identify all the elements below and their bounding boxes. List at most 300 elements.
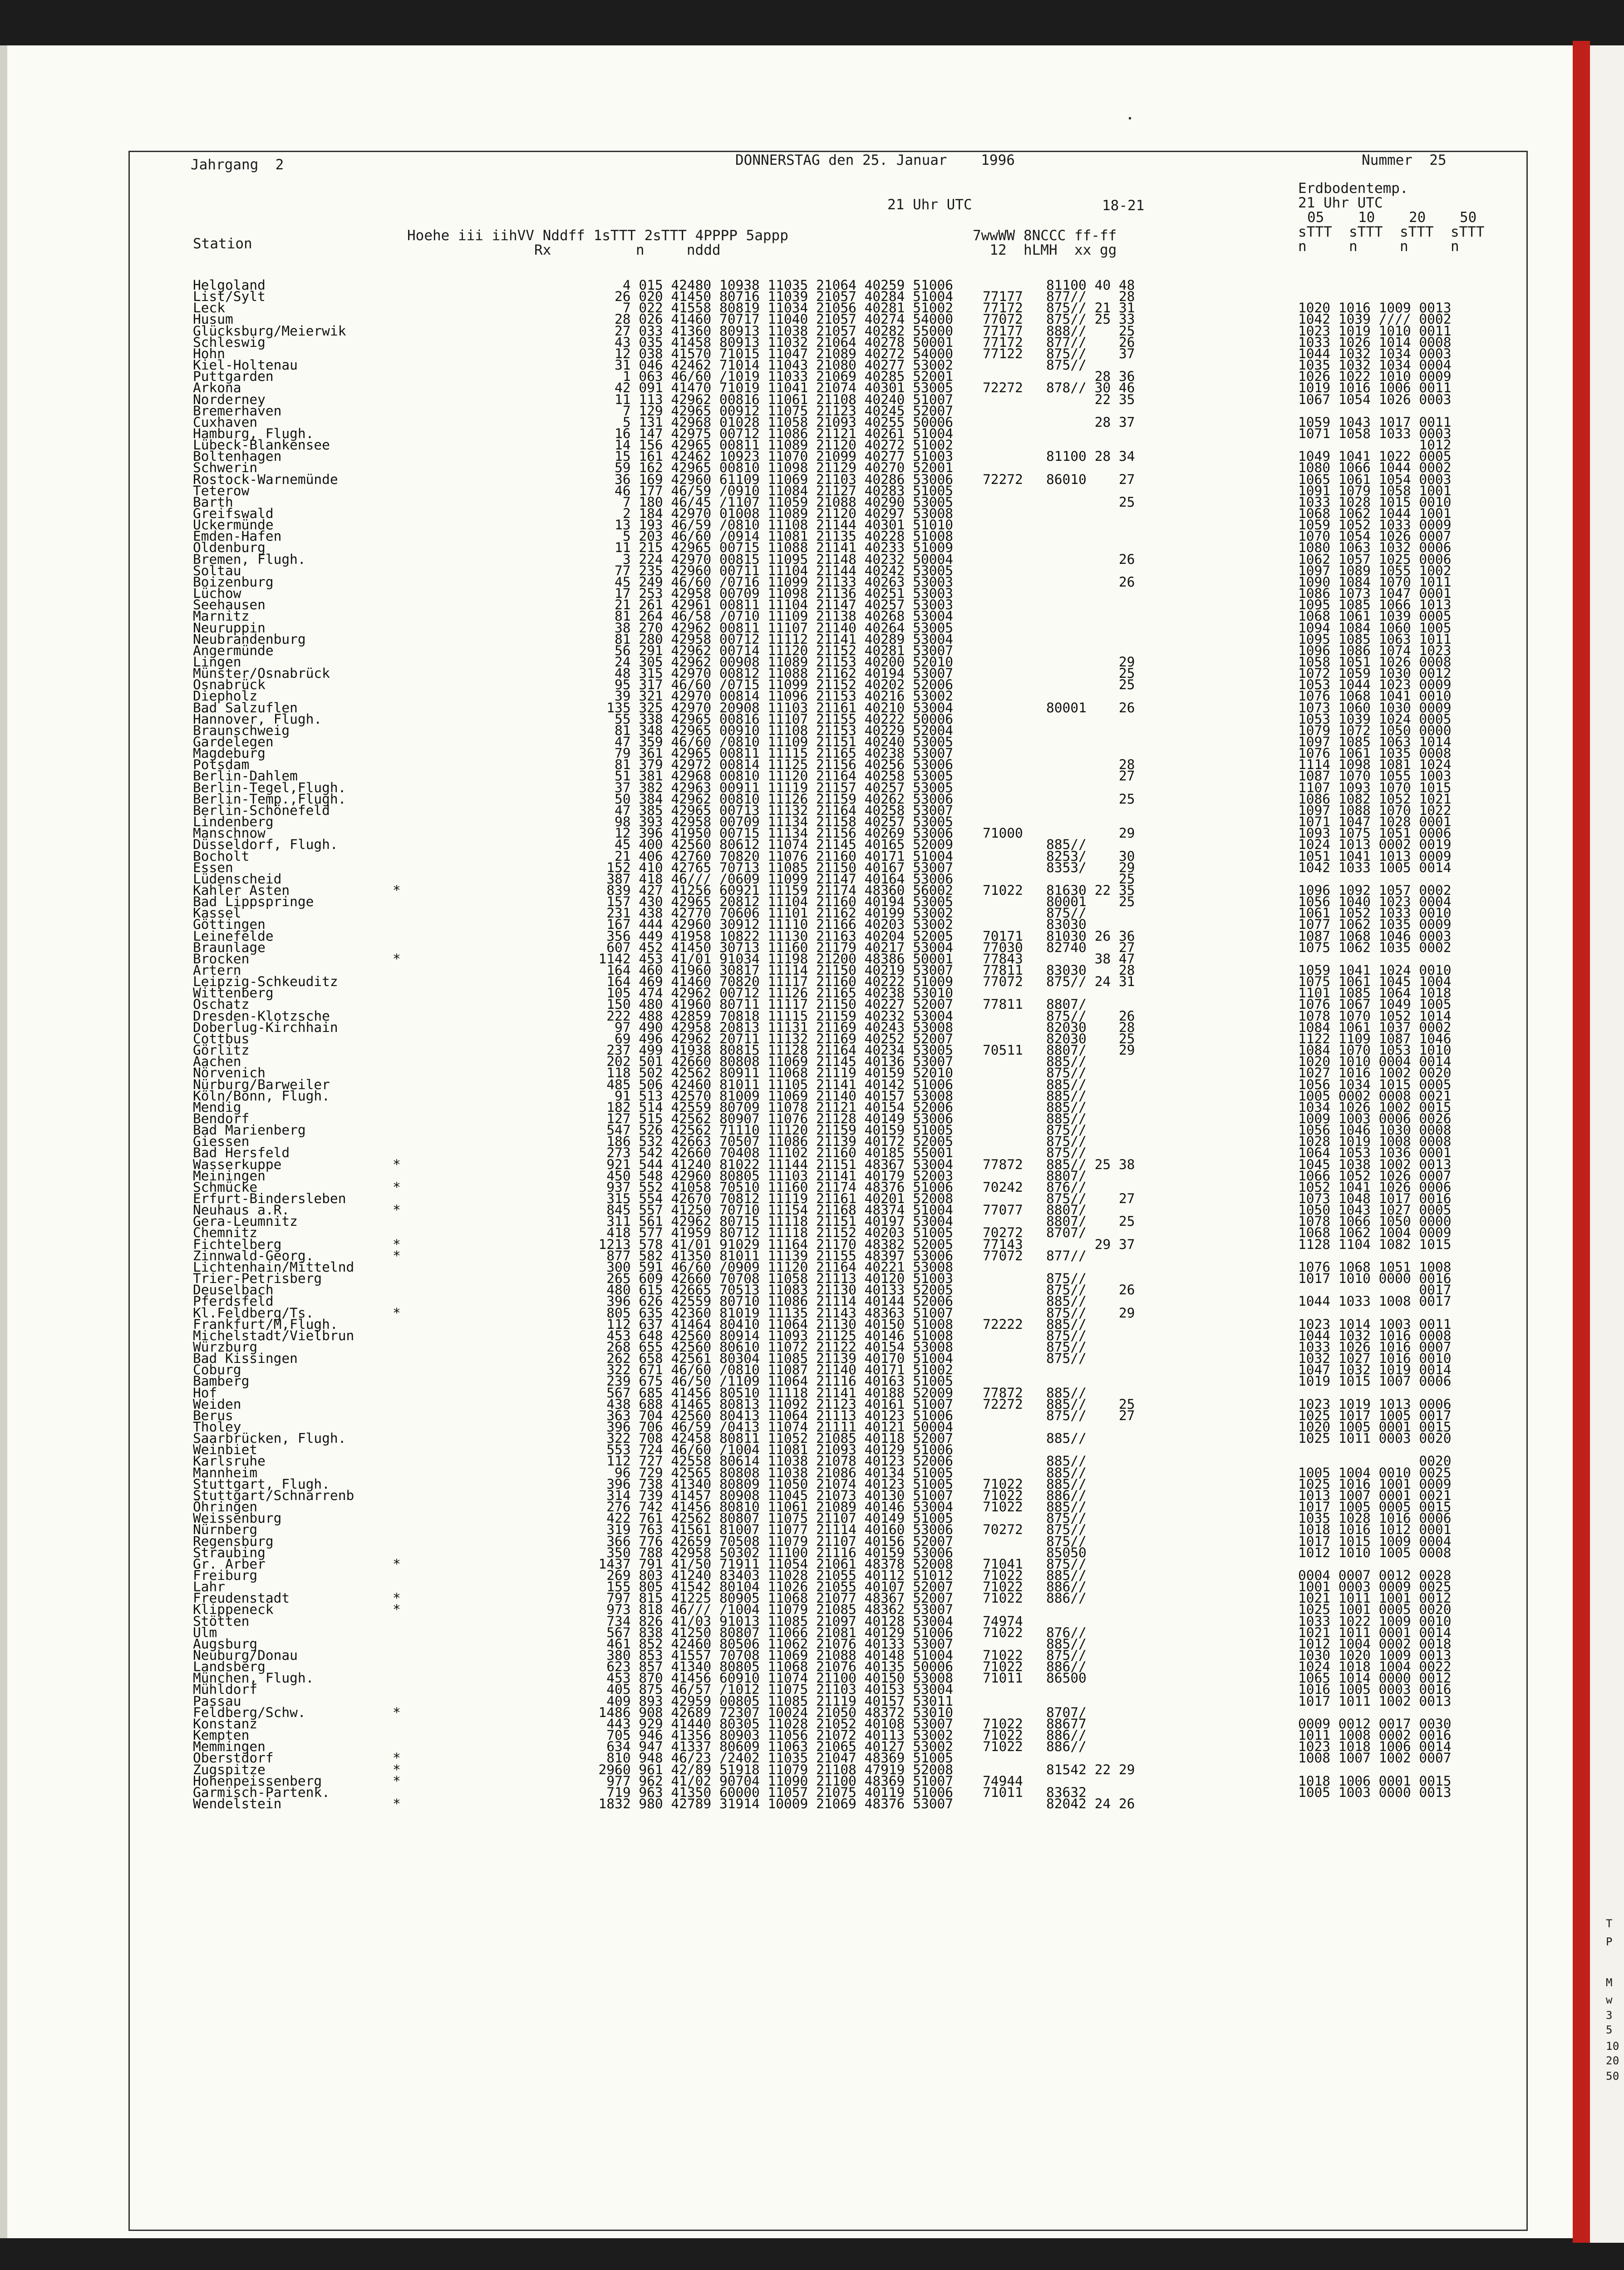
station-name: München, Flugh. <box>193 1670 314 1686</box>
main-values: 1142 453 41/01 91034 11198 21200 48386 50001 <box>598 951 953 967</box>
soil-temps: 1051 1041 1013 0009 <box>1298 848 1452 864</box>
mountain-marker: * <box>393 1236 401 1252</box>
station-name: Gera-Leumnitz <box>193 1214 298 1229</box>
synop-values: 885// <box>1046 1076 1087 1092</box>
synop-values: 86010 27 <box>1046 471 1135 487</box>
station-name: Teterow <box>193 483 250 498</box>
soil-temps: 1061 1052 1033 0010 <box>1298 905 1452 921</box>
synop-values: 885// <box>1046 1453 1087 1469</box>
station-name: Hof <box>193 1385 217 1401</box>
station-name: Lübeck-Blankensee <box>193 437 330 453</box>
main-values: 1486 908 42689 72307 10024 21050 48372 53010 <box>598 1704 953 1720</box>
main-values: 13 193 46/59 /0810 11108 21144 40301 51010 <box>615 517 953 533</box>
station-name: Saarbrücken, Flugh. <box>193 1431 346 1446</box>
station-name: Kiel-Holtenau <box>193 357 298 373</box>
main-values: 311 561 42962 80715 11118 21151 40197 53004 <box>606 1214 953 1229</box>
station-name: Garmisch-Partenk. <box>193 1784 330 1800</box>
side-fragment: 5 <box>1606 2023 1613 2036</box>
soil-temps: 1020 1010 0004 0014 <box>1298 1054 1452 1070</box>
station-name: Leck <box>193 300 226 316</box>
soil-temps: 1066 1052 1026 0007 <box>1298 1168 1452 1184</box>
group-7: 71022 <box>983 1659 1023 1675</box>
station-name: List/Sylt <box>193 289 266 305</box>
soil-temps: 1030 1020 1009 0013 <box>1298 1648 1452 1663</box>
soil-temps: 1012 <box>1298 437 1452 453</box>
soil-temps: 1020 1005 0001 0015 <box>1298 1419 1452 1435</box>
main-values: 186 532 42663 70507 11086 21139 40172 52005 <box>606 1134 953 1150</box>
soil-temps: 1033 1026 1016 0007 <box>1298 1339 1452 1355</box>
synop-values: 8353/ 29 <box>1046 859 1135 875</box>
soil-temps: 1079 1072 1050 0000 <box>1298 722 1452 738</box>
station-name: Bremen, Flugh. <box>193 551 306 567</box>
station-name: Berus <box>193 1407 233 1423</box>
main-values: 11 215 42965 00715 11088 21141 40233 51009 <box>615 540 953 556</box>
main-values: 45 400 42560 80612 11074 21145 40165 52009 <box>615 837 953 853</box>
main-values: 7 180 46/45 /1107 11059 21088 40290 53005 <box>622 494 953 510</box>
synop-values: 82740 27 <box>1046 939 1135 955</box>
main-values: 805 635 42360 81019 11135 21143 48363 51007 <box>606 1305 953 1321</box>
soil-temps: 1093 1075 1051 0006 <box>1298 825 1452 841</box>
soil-temps: 1090 1084 1070 1011 <box>1298 574 1452 590</box>
synop-values: 8807/ <box>1046 1202 1087 1218</box>
erdboden-depths: 05 10 20 50 <box>1307 209 1477 226</box>
soil-temps: 1008 1007 1002 0007 <box>1298 1750 1452 1766</box>
main-values: 623 857 41340 80805 11068 21076 40135 50006 <box>606 1659 953 1675</box>
main-columns-subheader: Rx n nddd <box>407 242 721 258</box>
main-values: 118 502 42562 80911 11068 21119 40159 52010 <box>606 1065 953 1081</box>
soil-temps: 1042 1033 1005 0014 <box>1298 859 1452 875</box>
station-name: Gardelegen <box>193 734 274 750</box>
mountain-marker: * <box>393 1156 401 1172</box>
mountain-marker: * <box>393 1750 401 1766</box>
soil-temps: 1012 1010 1005 0008 <box>1298 1545 1452 1560</box>
soil-temps: 1086 1073 1047 0001 <box>1298 586 1452 602</box>
synop-values: 878// 30 46 <box>1046 380 1135 396</box>
soil-temps: 1084 1061 1037 0002 <box>1298 1019 1452 1035</box>
synop-values: 29 37 <box>1046 1236 1135 1252</box>
soil-temps: 1023 1019 1010 0011 <box>1298 323 1452 339</box>
group-7: 71022 <box>983 1624 1023 1640</box>
synop-values: 885// 25 <box>1046 1396 1135 1412</box>
soil-temps: 1059 1043 1017 0011 <box>1298 414 1452 430</box>
synop-values: 888// 25 <box>1046 323 1135 339</box>
ff-time: 18-21 <box>1102 197 1145 214</box>
synop-values: 885// <box>1046 1110 1087 1126</box>
station-name: Hamburg, Flugh. <box>193 425 314 441</box>
group-7: 74944 <box>983 1773 1023 1789</box>
synop-values: 885// <box>1046 1293 1087 1309</box>
main-values: 164 469 41460 70820 11117 21160 40222 51009 <box>606 974 953 990</box>
main-values: 366 776 42659 70508 11079 21107 40156 52007 <box>606 1533 953 1549</box>
station-name: Memmingen <box>193 1739 266 1755</box>
main-values: 127 515 42562 80907 11076 21128 40149 53006 <box>606 1110 953 1126</box>
soil-temps: 0009 0012 0017 0030 <box>1298 1716 1452 1732</box>
soil-temps: 1067 1054 1026 0003 <box>1298 391 1452 407</box>
synop-values: 875// 26 <box>1046 1008 1135 1024</box>
synop-values: 875// <box>1046 1065 1087 1081</box>
station-name: Neuburg/Donau <box>193 1648 298 1663</box>
soil-temps: 1017 1015 1009 0004 <box>1298 1533 1452 1549</box>
station-name: Kempten <box>193 1727 250 1743</box>
station-name: Bad Kissingen <box>193 1351 298 1367</box>
station-name: Stötten <box>193 1613 250 1629</box>
station-name: Schmücke <box>193 1179 258 1195</box>
main-values: 262 658 42561 80304 11085 21139 40170 51004 <box>606 1351 953 1367</box>
group-7: 71022 <box>983 1716 1023 1732</box>
synop-values: 8253/ 30 <box>1046 848 1135 864</box>
main-values: 453 648 42560 80914 11093 21125 40146 51008 <box>606 1327 953 1343</box>
group-7: 71022 <box>983 1648 1023 1663</box>
soil-temps: 1073 1060 1030 0009 <box>1298 700 1452 716</box>
synop-values: 29 <box>1046 654 1135 670</box>
soil-temps: 1042 1039 //// 0002 <box>1298 311 1452 327</box>
soil-temps: 1075 1061 1045 1004 <box>1298 974 1452 990</box>
station-name: Weiden <box>193 1396 241 1412</box>
station-name: Frankfurt/M,Flugh. <box>193 1316 338 1332</box>
synop-values: 875// <box>1046 1122 1087 1138</box>
main-values: 461 852 42460 80506 11062 21076 40133 53007 <box>606 1636 953 1652</box>
main-values: 363 704 42560 80413 11064 21113 40123 51006 <box>606 1407 953 1423</box>
station-name: Pferdsfeld <box>193 1293 274 1309</box>
main-values: 105 474 42962 00712 11126 21165 40238 53010 <box>606 985 953 1001</box>
main-values: 7 129 42965 00912 11075 21123 40245 52007 <box>622 403 953 419</box>
group-7: 71022 <box>983 1579 1023 1595</box>
main-values: 112 637 41464 80410 11064 21130 40150 51008 <box>606 1316 953 1332</box>
main-values: 567 685 41456 80510 11118 21141 40188 52009 <box>606 1385 953 1401</box>
station-name: Soltau <box>193 563 241 578</box>
station-name: Ulm <box>193 1624 217 1640</box>
station-name: Neuhaus a.R. <box>193 1202 290 1218</box>
main-values: 14 156 42965 00811 11089 21120 40272 51002 <box>615 437 953 453</box>
station-name: Lahr <box>193 1579 226 1595</box>
main-values: 27 033 41360 80913 11038 21057 40282 55000 <box>615 323 953 339</box>
station-name: Oldenburg <box>193 540 266 556</box>
date-title: DONNERSTAG den 25. Januar 1996 <box>735 152 1015 168</box>
main-values: 37 382 42963 00911 11119 21157 40257 53005 <box>615 780 953 795</box>
synop-values: 875// 21 31 <box>1046 300 1135 316</box>
station-name: Husum <box>193 311 233 327</box>
main-values: 91 513 42570 81009 11069 21140 40157 53008 <box>615 1088 953 1104</box>
synop-values: 875// <box>1046 1145 1087 1161</box>
synop-columns-header: 7wwWW 8NCCC ff-ff <box>973 227 1117 244</box>
main-values: 97 490 42958 20813 11131 21169 40243 53008 <box>615 1019 953 1035</box>
soil-temps: 1032 1027 1016 0010 <box>1298 1351 1452 1367</box>
main-values: 443 929 41440 80305 11028 21052 40108 53007 <box>606 1716 953 1732</box>
main-values: 231 438 42770 70606 11101 21162 40199 53002 <box>606 905 953 921</box>
synop-values: 875// 27 <box>1046 1407 1135 1423</box>
station-name: Straubing <box>193 1545 266 1560</box>
main-values: 55 338 42965 00816 11107 21155 40222 50006 <box>615 711 953 727</box>
station-name: Rostock-Warnemünde <box>193 471 338 487</box>
station-name: Münster/Osnabrück <box>193 666 330 681</box>
synop-values: 875// <box>1046 1533 1087 1549</box>
synop-values: 83030 28 <box>1046 962 1135 978</box>
main-values: 1437 791 41/50 71911 11054 21061 48378 52008 <box>598 1556 953 1572</box>
station-name: Cuxhaven <box>193 414 258 430</box>
synop-values: 875// <box>1046 1134 1087 1150</box>
station-name: Weinbiet <box>193 1442 258 1458</box>
station-name: Görlitz <box>193 1042 250 1058</box>
main-values: 12 038 41570 71015 11047 21089 40272 54000 <box>615 345 953 361</box>
synop-values: 22 35 <box>1046 391 1135 407</box>
main-values: 157 430 42965 20812 11104 21160 40194 53005 <box>606 894 953 910</box>
soil-temps: 1065 1014 0000 0012 <box>1298 1670 1452 1686</box>
main-values: 47 359 46/60 /0810 11109 21151 40240 53005 <box>615 734 953 750</box>
mountain-marker: * <box>393 951 401 967</box>
synop-values: 8807/ 29 <box>1046 1042 1135 1058</box>
station-name: Giessen <box>193 1134 250 1150</box>
station-name: Hohenpeissenberg <box>193 1773 322 1789</box>
station-name: Lüdenscheid <box>193 871 282 887</box>
main-values: 79 361 42965 00811 11115 21165 40238 53007 <box>615 745 953 761</box>
main-values: 2960 961 42/89 51918 11079 21108 47919 52008 <box>598 1762 953 1777</box>
soil-temps: 1070 1054 1026 0007 <box>1298 528 1452 544</box>
station-name: Puttgarden <box>193 369 274 385</box>
main-values: 77 235 42960 00711 11104 21144 40242 53005 <box>615 563 953 578</box>
synop-values: 83030 <box>1046 917 1087 933</box>
group-7: 74974 <box>983 1613 1023 1629</box>
side-fragment: 10 <box>1606 2040 1619 2053</box>
group-7: 77172 <box>983 300 1023 316</box>
main-values: 48 315 42970 00812 11088 21162 40194 53007 <box>615 666 953 681</box>
main-values: 182 514 42559 80709 11078 21121 40154 52006 <box>606 1099 953 1115</box>
soil-temps: 1096 1092 1057 0002 <box>1298 882 1452 898</box>
station-name: Leipzig-Schkeuditz <box>193 974 338 990</box>
main-values: 112 727 42558 80614 11038 21078 40123 52006 <box>606 1453 953 1469</box>
soil-temps: 1072 1059 1030 0012 <box>1298 666 1452 681</box>
main-values: 59 162 42965 00810 11098 21129 40270 52001 <box>615 460 953 476</box>
synop-values: 875// <box>1046 1648 1087 1663</box>
station-name: Potsdam <box>193 757 250 773</box>
group-7: 77122 <box>983 345 1023 361</box>
side-fragment: 3 <box>1606 2009 1613 2022</box>
soil-temps: 1019 1015 1007 0006 <box>1298 1373 1452 1389</box>
soil-temps: 1084 1070 1053 1010 <box>1298 1042 1452 1058</box>
main-values: 396 626 42559 80710 11086 21114 40144 52006 <box>606 1293 953 1309</box>
main-values: 973 818 46/// /1004 11079 21085 48362 53007 <box>606 1602 953 1618</box>
synop-values: 876// <box>1046 1624 1087 1640</box>
station-name: Oschatz <box>193 997 250 1012</box>
synop-values: 25 <box>1046 677 1135 693</box>
station-name: Weissenburg <box>193 1510 282 1526</box>
synop-values: 27 <box>1046 768 1135 784</box>
mountain-marker: * <box>393 1305 401 1321</box>
soil-temps: 1025 1017 1005 0017 <box>1298 1407 1452 1423</box>
synop-values: 875// <box>1046 357 1087 373</box>
main-values: 380 853 41557 70708 11069 21088 40148 51004 <box>606 1648 953 1663</box>
soil-temps: 1005 1003 0000 0013 <box>1298 1784 1452 1800</box>
synop-values: 86500 <box>1046 1670 1087 1686</box>
soil-temps: 1044 1032 1034 0003 <box>1298 345 1452 361</box>
station-name: Hannover, Flugh. <box>193 711 322 727</box>
main-values: 265 609 42660 70708 11058 21113 40120 51003 <box>606 1271 953 1287</box>
group-7: 77072 <box>983 311 1023 327</box>
main-values: 438 688 41465 80813 11092 21123 40161 51007 <box>606 1396 953 1412</box>
station-name: Coburg <box>193 1362 241 1378</box>
speck <box>1129 117 1131 119</box>
soil-temps: 1056 1034 1015 0005 <box>1298 1076 1452 1092</box>
soil-temps: 1035 1032 1034 0004 <box>1298 357 1452 373</box>
soil-columns-header: sTTT sTTT sTTT sTTT <box>1298 224 1485 240</box>
main-values: 921 544 41240 81022 11144 21151 48367 53004 <box>606 1156 953 1172</box>
soil-temps: 1011 1008 0002 0016 <box>1298 1727 1452 1743</box>
main-values: 845 557 41250 70710 11154 21168 48374 51004 <box>606 1202 953 1218</box>
station-name: Köln/Bonn, Flugh. <box>193 1088 330 1104</box>
side-fragment: T <box>1606 1917 1613 1930</box>
synop-values: 885// <box>1046 1316 1087 1332</box>
synop-values: 886// <box>1046 1579 1087 1595</box>
mountain-marker: * <box>393 1796 401 1811</box>
station-name: Gr. Arber <box>193 1556 266 1572</box>
group-7: 77072 <box>983 974 1023 990</box>
station-name: Greifswald <box>193 506 274 521</box>
mountain-marker: * <box>393 1704 401 1720</box>
main-values: 1213 578 41/01 91029 11164 21170 48382 52005 <box>598 1236 953 1252</box>
soil-temps: 1026 1022 1010 0009 <box>1298 369 1452 385</box>
group-7: 72272 <box>983 380 1023 396</box>
station-name: Mendig <box>193 1099 241 1115</box>
main-values: 396 706 46/59 /0413 11074 21111 40121 50004 <box>606 1419 953 1435</box>
station-name: Klippeneck <box>193 1602 274 1618</box>
synop-values: 8707/ <box>1046 1704 1087 1720</box>
station-name: Düsseldorf, Flugh. <box>193 837 338 853</box>
station-name: Braunlage <box>193 939 266 955</box>
main-values: 396 738 41340 80809 11050 21074 40123 51005 <box>606 1476 953 1492</box>
station-name: Magdeburg <box>193 745 266 761</box>
side-fragment: 50 <box>1606 2070 1619 2082</box>
main-values: 719 963 41350 60000 11057 21075 40119 51006 <box>606 1784 953 1800</box>
soil-temps: 1091 1079 1058 1001 <box>1298 483 1452 498</box>
synop-values: 81630 22 35 <box>1046 882 1135 898</box>
station-name: Karlsruhe <box>193 1453 266 1469</box>
group-7: 70511 <box>983 1042 1023 1058</box>
synop-values: 25 <box>1046 871 1135 887</box>
soil-temps: 1012 1004 0002 0018 <box>1298 1636 1452 1652</box>
station-name: Berlin-Schönefeld <box>193 802 330 818</box>
soil-temps: 1107 1093 1070 1015 <box>1298 780 1452 795</box>
main-values: 269 803 41240 83403 11028 21055 40112 51012 <box>606 1567 953 1583</box>
main-values: 39 321 42970 00814 11096 21153 40216 53002 <box>615 688 953 704</box>
soil-temps: 1028 1019 1008 0008 <box>1298 1134 1452 1150</box>
station-name: Mühldorf <box>193 1682 258 1698</box>
soil-temps: 1034 1026 1002 0015 <box>1298 1099 1452 1115</box>
group-7: 77030 <box>983 939 1023 955</box>
synop-values: 8807/ <box>1046 997 1087 1012</box>
soil-temps: 1076 1068 1041 0010 <box>1298 688 1452 704</box>
mountain-marker: * <box>393 1202 401 1218</box>
main-columns-header: Hoehe iii iihVV Nddff 1sTTT 2sTTT 4PPPP 5appp <box>407 227 788 244</box>
mountain-marker: * <box>393 1248 401 1263</box>
main-values: 239 675 46/50 /1109 11064 21116 40163 51005 <box>606 1373 953 1389</box>
station-name: Marnitz <box>193 608 250 624</box>
main-values: 17 253 42958 00709 11098 21136 40251 53003 <box>615 586 953 602</box>
main-values: 12 396 41950 00715 11134 21156 40269 53006 <box>615 825 953 841</box>
soil-columns-subheader: n n n n <box>1298 238 1459 255</box>
soil-temps: 1080 1066 1044 0002 <box>1298 460 1452 476</box>
station-name: Lingen <box>193 654 241 670</box>
soil-temps: 1087 1070 1055 1003 <box>1298 768 1452 784</box>
main-values: 977 962 41/02 90704 11090 21100 48369 51007 <box>606 1773 953 1789</box>
soil-temps: 1025 1011 0003 0020 <box>1298 1431 1452 1446</box>
synop-values: 885// 25 38 <box>1046 1156 1135 1172</box>
station-name: Barth <box>193 494 233 510</box>
soil-temps: 1044 1033 1008 0017 <box>1298 1293 1452 1309</box>
station-name: Norderney <box>193 391 266 407</box>
main-values: 237 499 41938 80815 11128 21164 40234 53005 <box>606 1042 953 1058</box>
station-name: Emden-Hafen <box>193 528 282 544</box>
group-7: 71022 <box>983 1727 1023 1743</box>
synop-values: 8707/ <box>1046 1225 1087 1241</box>
main-values: 152 410 42765 70713 11085 21150 40167 53007 <box>606 859 953 875</box>
soil-temps: 1049 1041 1022 0005 <box>1298 449 1452 464</box>
synop-values: 875// <box>1046 905 1087 921</box>
side-fragment: 20 <box>1606 2054 1619 2067</box>
synop-values: 886// <box>1046 1659 1087 1675</box>
synop-values: 83632 <box>1046 1784 1087 1800</box>
synop-values: 26 <box>1046 551 1135 567</box>
synop-values: 877// 28 <box>1046 289 1135 305</box>
station-name: Schwerin <box>193 460 258 476</box>
soil-temps: 1078 1066 1050 0000 <box>1298 1214 1452 1229</box>
station-name: Artern <box>193 962 241 978</box>
main-values: 7 022 41558 80819 11034 21056 40281 51002 <box>622 300 953 316</box>
synop-values: 877// 26 <box>1046 334 1135 350</box>
soil-temps: 1071 1058 1033 0003 <box>1298 425 1452 441</box>
station-name: Uckermünde <box>193 517 274 533</box>
main-values: 387 418 46/// /0609 11099 21147 40164 53006 <box>606 871 953 887</box>
station-name: Boizenburg <box>193 574 274 590</box>
synop-values: 80001 25 <box>1046 894 1135 910</box>
mountain-marker: * <box>393 882 401 898</box>
station-name: Berlin-Dahlem <box>193 768 298 784</box>
station-name: Freiburg <box>193 1567 258 1583</box>
synop-values: 81100 28 34 <box>1046 449 1135 464</box>
station-name: Aachen <box>193 1054 241 1070</box>
main-values: 42 091 41470 71019 11041 21074 40301 53005 <box>615 380 953 396</box>
soil-temps: 1064 1053 1036 0001 <box>1298 1145 1452 1161</box>
station-name: Freudenstadt <box>193 1590 290 1606</box>
station-name: Nürnberg <box>193 1522 258 1538</box>
soil-temps: 1062 1057 1025 0006 <box>1298 551 1452 567</box>
synop-values: 38 47 <box>1046 951 1135 967</box>
group-7: 72272 <box>983 1396 1023 1412</box>
main-values: 69 496 42962 20711 11132 21169 40252 52007 <box>615 1031 953 1046</box>
station-name: Zugspitze <box>193 1762 266 1777</box>
main-values: 16 147 42975 00712 11086 21121 40261 51004 <box>615 425 953 441</box>
soil-temps: 1018 1006 0001 0015 <box>1298 1773 1452 1789</box>
synop-values: 28 37 <box>1046 414 1135 430</box>
main-values: 135 325 42970 20908 11103 21161 40210 53004 <box>606 700 953 716</box>
group-7: 77872 <box>983 1385 1023 1401</box>
mountain-marker: * <box>393 1590 401 1606</box>
main-values: 45 249 46/60 /0716 11099 21133 40263 53003 <box>615 574 953 590</box>
main-values: 485 506 42460 81011 11105 21141 40142 51006 <box>606 1076 953 1092</box>
synop-values: 875// <box>1046 1522 1087 1538</box>
issue-number: Nummer 25 <box>1362 152 1447 168</box>
synop-values: 8807/ <box>1046 1168 1087 1184</box>
station-name: Kahler Asten <box>193 882 290 898</box>
station-name: Arkona <box>193 380 241 396</box>
station-name: Landsberg <box>193 1659 266 1675</box>
station-name: Augsburg <box>193 1636 258 1652</box>
main-values: 98 393 42958 00709 11134 21158 40257 53005 <box>615 814 953 830</box>
soil-temps: 1047 1032 1019 0014 <box>1298 1362 1452 1378</box>
main-values: 155 805 41542 80104 11026 21055 40107 52007 <box>606 1579 953 1595</box>
station-name: Erfurt-Bindersleben <box>193 1191 346 1206</box>
soil-temps: 1017 1005 0005 0015 <box>1298 1499 1452 1515</box>
main-values: 150 480 41960 80711 11117 21150 40227 52007 <box>606 997 953 1012</box>
group-7: 71022 <box>983 1590 1023 1606</box>
